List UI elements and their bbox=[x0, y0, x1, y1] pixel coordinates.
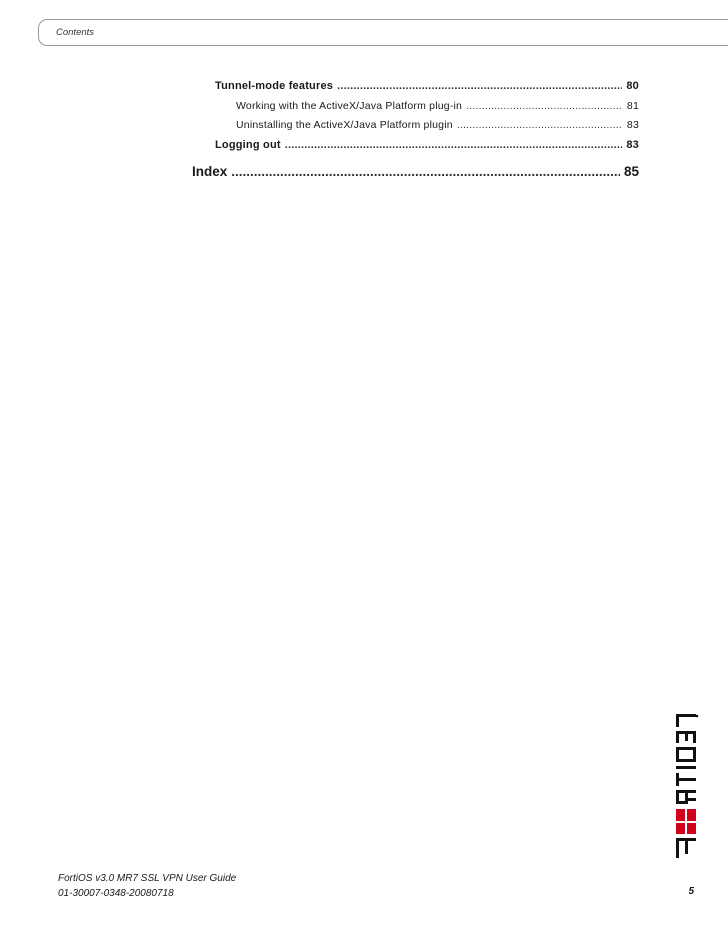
footer-page-number: 5 bbox=[688, 886, 694, 897]
toc-entry-title: Index bbox=[192, 164, 228, 179]
footer-doc-title: FortiOS v3.0 MR7 SSL VPN User Guide bbox=[58, 873, 237, 884]
toc-leader-dots bbox=[231, 164, 620, 179]
toc-entry-index[interactable] bbox=[192, 164, 639, 179]
toc-entry-page: 83 bbox=[626, 139, 639, 151]
toc-entry-logging-out[interactable] bbox=[215, 139, 639, 151]
toc-entry-working-with-activex[interactable] bbox=[236, 100, 639, 112]
toc-entry-title: Tunnel-mode features bbox=[215, 80, 334, 92]
toc-entry-page: 80 bbox=[626, 80, 639, 92]
fortinet-logo bbox=[672, 712, 700, 862]
toc-entry-tunnel-mode-features[interactable] bbox=[215, 80, 639, 92]
header-title: Contents bbox=[56, 27, 95, 38]
toc-leader-dots bbox=[466, 100, 623, 112]
toc-entry-title: Working with the ActiveX/Java Platform plug-in bbox=[236, 100, 463, 112]
toc-entry-title: Uninstalling the ActiveX/Java Platform plugin bbox=[236, 119, 453, 131]
toc-entry-uninstalling-activex[interactable] bbox=[236, 119, 639, 131]
header-bar bbox=[38, 19, 728, 46]
footer-document-info bbox=[58, 871, 236, 901]
toc-entry-page: 81 bbox=[626, 100, 639, 112]
toc-leader-dots bbox=[285, 139, 623, 151]
footer-doc-number: 01-30007-0348-20080718 bbox=[58, 888, 174, 899]
toc-entry-title: Logging out bbox=[215, 139, 281, 151]
toc-entry-page: 83 bbox=[626, 119, 639, 131]
toc-entry-page: 85 bbox=[623, 164, 639, 179]
toc-leader-dots bbox=[457, 119, 623, 131]
toc-leader-dots bbox=[337, 80, 622, 92]
